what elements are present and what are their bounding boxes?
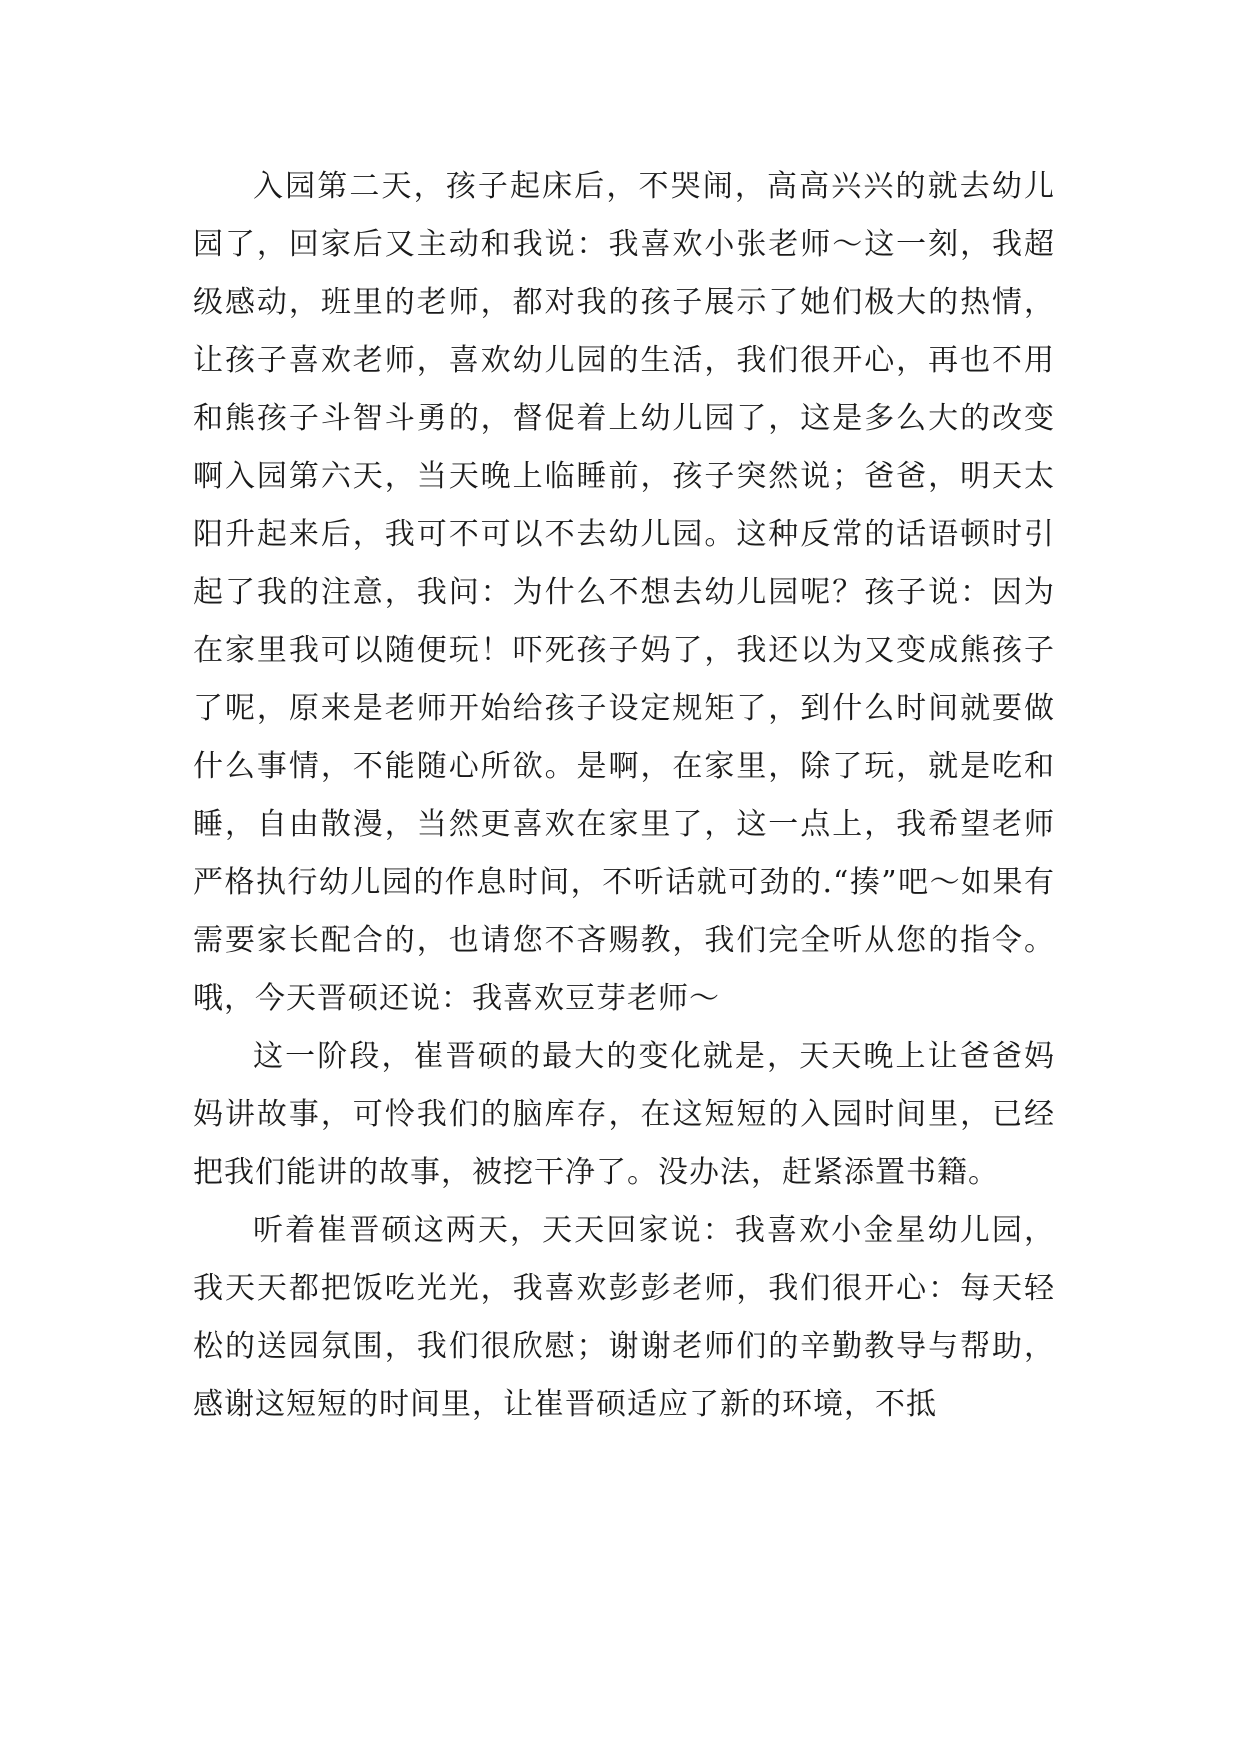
document-body xyxy=(193,158,1055,1434)
paragraph-2: 这一阶段，崔晋硕的最大的变化就是，天天晚上让爸爸妈妈讲故事，可怜我们的脑库存，在这短短的入园时间里，已经把我们能讲的故事，被挖干净了。没办法，赶紧添置书籍。 xyxy=(193,1039,1055,1190)
paragraph-1: 入园第二天，孩子起床后，不哭闹，高高兴兴的就去幼儿园了，回家后又主动和我说：我喜欢小张老师～这一刻，我超级感动，班里的老师，都对我的孩子展示了她们极大的热情，让孩子喜欢老师，喜欢幼儿园的生活，我们很开心，再也不用和熊孩子斗智斗勇的，督促着上幼儿园了，这是多么大的改变啊入园第六天，当天晚上临睡前，孩子突然说；爸爸，明天太阳升起来后，我可不可以不去幼儿园。这种反常的话语顿时引起了我的注意，我问：为什么不想去幼儿园呢？孩子说：因为在家里我可以随便玩！吓死孩子妈了，我还以为又变成熊孩子了呢，原来是老师开始给孩子设定规矩了，到什么时间就要做什么事情，不能随心所欲。是啊，在家里，除了玩，就是吃和睡，自由散漫，当然更喜欢在家里了，这一点上，我希望老师严格执行幼儿园的作息时间，不听话就可劲的.“揍”吧～如果有需要家长配合的，也请您不吝赐教，我们完全听从您的指令。哦，今天晋硕还说：我喜欢豆芽老师～ xyxy=(193,169,1055,1016)
paragraph-3: 听着崔晋硕这两天，天天回家说：我喜欢小金星幼儿园，我天天都把饭吃光光，我喜欢彭彭老师，我们很开心：每天轻松的送园氛围，我们很欣慰；谢谢老师们的辛勤教导与帮助，感谢这短短的时间里，让崔晋硕适应了新的环境，不抵 xyxy=(193,1213,1055,1422)
